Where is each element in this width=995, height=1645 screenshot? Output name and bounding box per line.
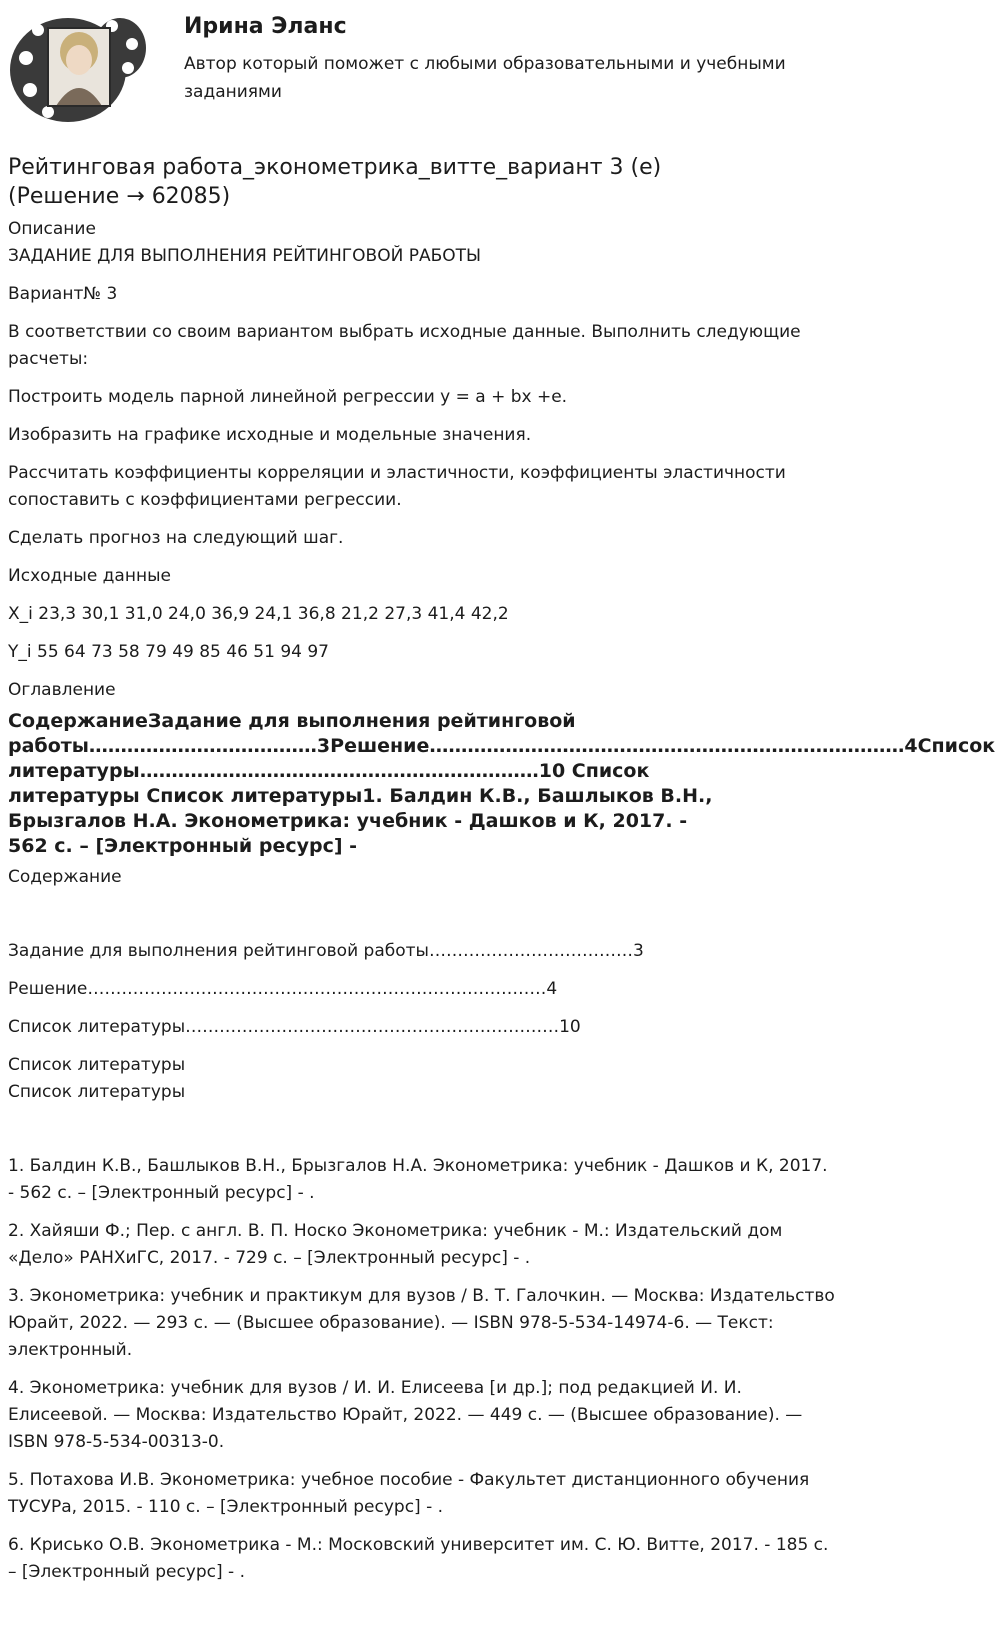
- toc-entry: Список литературы…………………………………………………………10: [8, 1017, 581, 1037]
- toc-bold-line: 562 с. – [Электронный ресурс] -: [8, 835, 358, 857]
- work-title-line2: (Решение → 62085): [8, 184, 231, 209]
- variant-line: Вариант№ 3: [8, 284, 118, 304]
- toc-bold-line: Брызгалов Н.А. Эконометрика: учебник - Дашков и К, 2017. -: [8, 810, 688, 832]
- reference-item: 3. Эконометрика: учебник и практикум для вузов / В. Т. Галочкин. — Москва: Издательство Юрайт, 2022. — 293 с. — (Высшее образование). — ISBN 978-5-534-14974-6. — Текст: электронный.: [8, 1286, 835, 1360]
- toc-bold-line: работы………………………………3Решение…………………………………………………………………4Список: [8, 735, 995, 757]
- task-heading: ЗАДАНИЕ ДЛЯ ВЫПОЛНЕНИЯ РЕЙТИНГОВОЙ РАБОТЫ: [8, 246, 482, 266]
- toc-bold-line: СодержаниеЗадание для выполнения рейтинговой: [8, 710, 576, 732]
- author-block: [0, 0, 847, 135]
- reference-item: 4. Эконометрика: учебник для вузов / И. И. Елисеева [и др.]; под редакцией И. И. Елисеевой. — Москва: Издательство Юрайт, 2022. — 449 с. — (Высшее образование). — ISBN 978-5-534-00313-0.: [8, 1378, 803, 1452]
- work-title: [8, 153, 839, 211]
- source-data-label: Исходные данные: [8, 566, 171, 586]
- toc-bold-summary: [8, 709, 995, 859]
- content-label: Содержание: [8, 867, 122, 887]
- task-paragraph: Сделать прогноз на следующий шаг.: [8, 528, 344, 548]
- reference-item: 5. Потахова И.В. Эконометрика: учебное пособие - Факультет дистанционного обучения ТУСУРа, 2015. - 110 с. – [Электронный ресурс] - .: [8, 1470, 810, 1517]
- y-data-row: Y_i 55 64 73 58 79 49 85 46 51 94 97: [8, 642, 329, 662]
- task-paragraph: Построить модель парной линейной регрессии y = a + bx +e.: [8, 387, 568, 407]
- author-description: Автор который поможет с любыми образовательными и учебными заданиями: [184, 54, 786, 102]
- reference-item: 2. Хайяши Ф.; Пер. с англ. В. П. Носко Эконометрика: учебник - М.: Издательский дом «Дело» РАНХиГС, 2017. - 729 с. – [Электронный ресурс] - .: [8, 1221, 783, 1268]
- reference-item: 1. Балдин К.В., Башлыков В.Н., Брызгалов Н.А. Эконометрика: учебник - Дашков и К, 2017. - 562 с. – [Электронный ресурс] - .: [8, 1156, 828, 1203]
- author-name[interactable]: Ирина Эланс: [184, 14, 347, 39]
- toc-entry: Задание для выполнения рейтинговой работы………………………………3: [8, 941, 644, 961]
- toc-label: Оглавление: [8, 680, 116, 700]
- toc-bold-line: литературы Список литературы1. Балдин К.В., Башлыков В.Н.,: [8, 785, 713, 807]
- work-title-line1: Рейтинговая работа_эконометрика_витте_вариант 3 (е): [8, 155, 662, 180]
- x-data-row: X_i 23,3 30,1 31,0 24,0 36,9 24,1 36,8 21,2 27,3 41,4 42,2: [8, 604, 509, 624]
- task-paragraph: Изобразить на графике исходные и модельные значения.: [8, 425, 532, 445]
- reference-item: 6. Крисько О.В. Эконометрика - М.: Московский университет им. С. Ю. Витте, 2017. - 185 с. – [Электронный ресурс] - .: [8, 1535, 829, 1582]
- main-content: [0, 153, 995, 1586]
- references-label: Список литературы: [8, 1055, 186, 1075]
- task-paragraph: В соответствии со своим вариантом выбрать исходные данные. Выполнить следующие расчеты:: [8, 322, 801, 369]
- references-label: Список литературы: [8, 1082, 186, 1102]
- author-avatar: [8, 8, 148, 126]
- toc-entry: Решение………………………………………………………………………4: [8, 979, 558, 999]
- description-label: Описание: [8, 219, 96, 239]
- task-paragraph: Рассчитать коэффициенты корреляции и эластичности, коэффициенты эластичности сопоставить с коэффициентами регрессии.: [8, 463, 786, 510]
- toc-bold-line: литературы………………………………………………………10 Список: [8, 760, 650, 782]
